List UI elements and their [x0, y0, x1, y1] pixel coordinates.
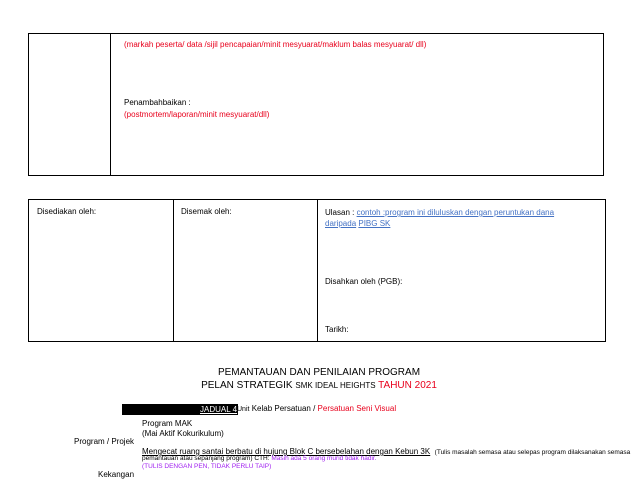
prepared-by-label: Disediakan oleh: — [37, 207, 97, 216]
comment-block — [325, 207, 600, 229]
unit-prefix: Unit — [237, 406, 250, 413]
issue-note-line — [142, 455, 377, 462]
signoff-divider-2 — [317, 199, 318, 342]
approved-by-label: Disahkan oleh (PGB): — [325, 277, 403, 286]
subtitle-year: TAHUN 2021 — [378, 380, 437, 391]
page-subtitle — [0, 380, 638, 391]
improvement-note: (postmortem/laporan/minit mesyuarat/dll) — [124, 110, 270, 119]
checked-by-label: Disemak oleh: — [181, 207, 232, 216]
unit-line — [237, 404, 396, 413]
page-title: PEMANTAUAN DAN PENILAIAN PROGRAM — [217, 367, 421, 378]
jadual-label — [199, 404, 238, 415]
constraint-label: Kekangan — [98, 470, 135, 479]
program-label: Program / Projek — [74, 437, 135, 446]
signoff-divider-1 — [173, 199, 174, 342]
unit-highlight: Persatuan Seni Visual — [317, 404, 397, 413]
table-divider — [110, 33, 111, 176]
subtitle-a: PELAN STRATEGIK — [201, 380, 293, 391]
program-name-2: (Mai Aktif Kokurikulum) — [142, 429, 224, 438]
issue-note-c: Masih ada 5 orang murid tidak hadir. — [271, 455, 377, 462]
issue-note-a: (Tulis masalah semasa atau selepas program dilaksanakan semasa — [434, 449, 631, 456]
program-name-1: Program MAK — [142, 419, 193, 428]
comment-label: Ulasan : — [325, 208, 355, 217]
issue-main: Mengecat ruang santai berbatu di hujung Blok C bersebelahan dengan Kebun 3K — [142, 447, 431, 456]
subtitle-school: SMK IDEAL HEIGHTS — [295, 381, 376, 390]
issue-note-d: (TULIS DENGAN PEN, TIDAK PERLU TAIP) — [142, 463, 272, 470]
unit-name: Kelab Persatuan / — [251, 404, 316, 413]
redaction-bar — [122, 404, 199, 415]
jadual-text: JADUAL 4 — [200, 405, 238, 414]
date-label: Tarikh: — [325, 325, 349, 334]
comment-text-1: contoh :program ini diluluskan dengan peruntukan dana — [356, 208, 555, 217]
issue-note-b: pemantauan atau sepanjang program) CTH: — [142, 455, 270, 462]
comment-text-2a: daripada — [325, 219, 357, 228]
evidence-table — [28, 33, 604, 176]
comment-text-2b: PIBG SK — [358, 219, 391, 228]
evidence-note: (markah peserta/ data /sijil pencapaian/minit mesyuarat/maklum balas mesyuarat/ dll) — [124, 40, 427, 49]
improvement-label: Penambahbaikan : — [124, 98, 191, 107]
